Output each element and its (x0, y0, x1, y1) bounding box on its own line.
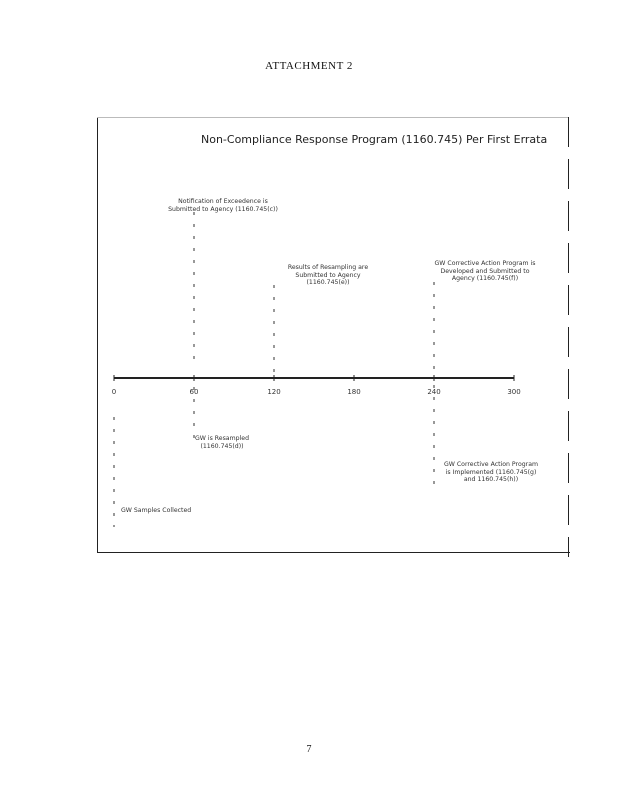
axis-tick-label-180: 180 (347, 388, 361, 396)
event-note-program-implemented: GW Corrective Action Program is Implemented (1160.745(g) and 1160.745(h)) (443, 461, 539, 484)
axis-tick-label-300: 300 (507, 388, 521, 396)
event-note-notification: Notification of Exceedence is Submitted to Agency (1160.745(c)) (168, 198, 278, 213)
page-heading: ATTACHMENT 2 (265, 60, 353, 72)
axis-tick-label-0: 0 (111, 388, 117, 396)
axis-tick-label-240: 240 (427, 388, 441, 396)
event-note-samples-collected: GW Samples Collected (121, 507, 192, 514)
event-note-resampled: GW is Resampled (1160.745(d)) (194, 435, 250, 450)
chart-title: Non-Compliance Response Program (1160.745) Per First Errata (201, 133, 548, 146)
event-note-resampling-results: Results of Resampling are Submitted to Agency (1160.745(e)) (287, 264, 369, 287)
axis-tick-label-120: 120 (267, 388, 281, 396)
page-number: 7 (306, 744, 312, 755)
timeline-svg (97, 117, 569, 557)
axis-tick-label-60: 60 (189, 388, 199, 396)
event-note-program-developed: GW Corrective Action Program is Developed and Submitted to Agency (1160.745(f)) (434, 260, 536, 283)
timeline-figure (97, 117, 569, 557)
